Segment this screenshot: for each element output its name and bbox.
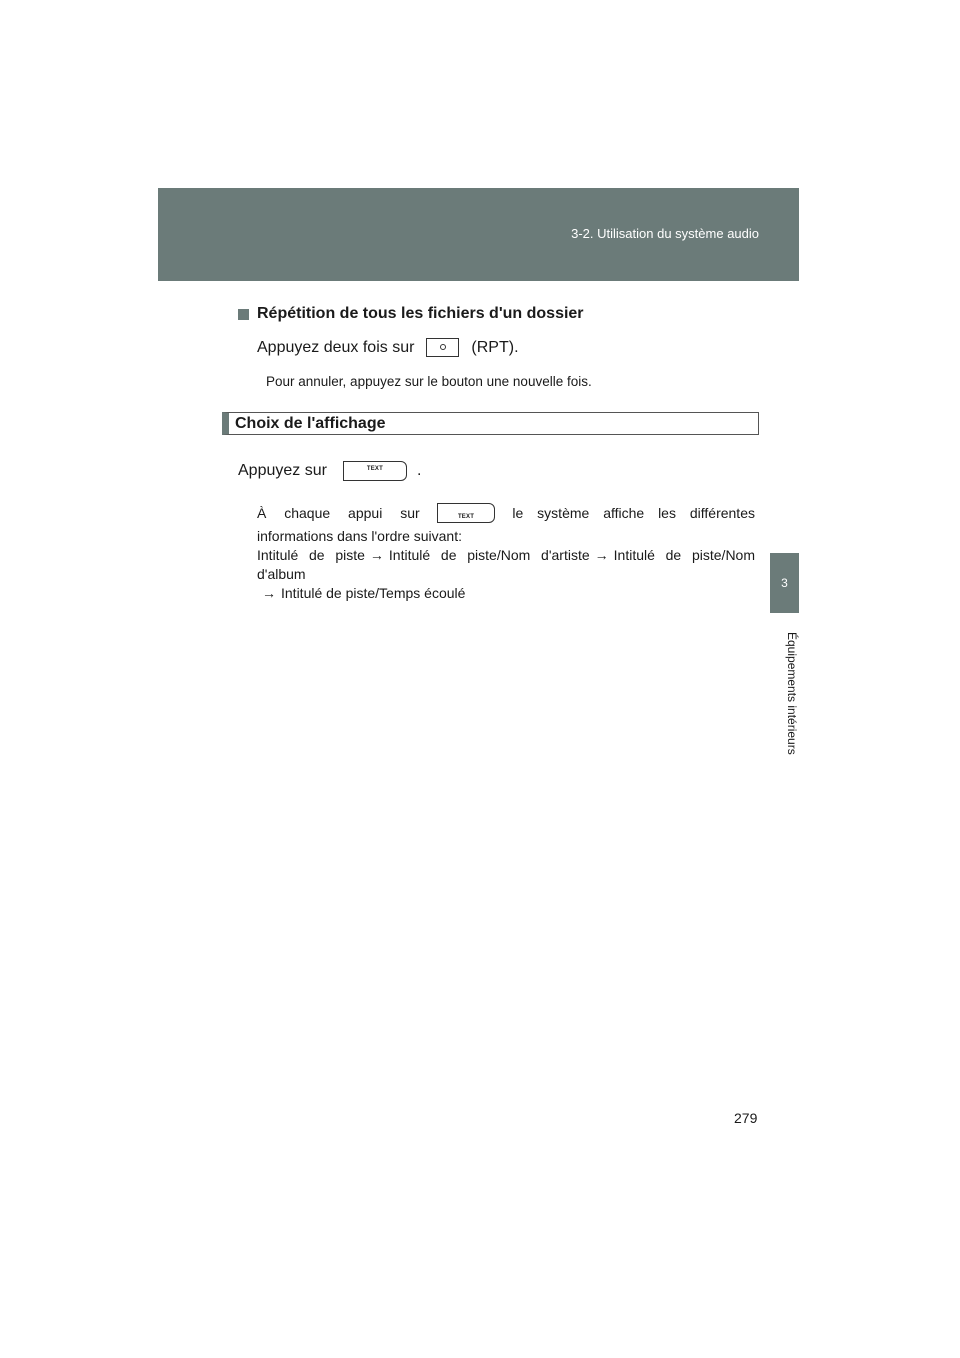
text-button-inline-icon [437, 503, 495, 523]
repeat-folder-note: Pour annuler, appuyez sur le bouton une nouvelle fois. [266, 374, 592, 389]
display-choice-description [257, 503, 755, 603]
repeat-folder-step [257, 338, 519, 357]
chapter-tab-number: 3 [770, 553, 799, 613]
repeat-step-prefix: Appuyez deux fois sur [257, 338, 415, 356]
bullet-square-icon [238, 309, 249, 320]
arrow-icon: → [262, 585, 276, 601]
chapter-header [158, 188, 799, 281]
para-line1-prefix: À chaque appui sur [257, 504, 420, 521]
seq-item-4: Intitulé de piste/Temps écoulé [281, 585, 466, 601]
seq-item-1: Intitulé de piste [257, 547, 365, 563]
repeat-folder-title [238, 305, 584, 323]
repeat-step-suffix: (RPT). [471, 338, 519, 356]
repeat-folder-title-text: Répétition de tous les fichiers d'un dossier [257, 305, 584, 322]
display-step-suffix: . [416, 462, 422, 479]
rpt-button-icon [426, 338, 459, 357]
sequence-line2 [257, 584, 755, 603]
sequence-line1 [257, 546, 755, 584]
display-choice-step [238, 461, 421, 481]
display-choice-heading: Choix de l'affichage [222, 412, 759, 435]
text-button-icon [343, 461, 407, 481]
para-line1-suffix: le système affiche les différentes [512, 504, 755, 521]
para-line2: informations dans l'ordre suivant: [257, 528, 462, 544]
text-button-label: TEXT [366, 466, 383, 472]
text-button-inline-label: TEXT [457, 514, 475, 520]
display-step-prefix: Appuyez sur [238, 462, 327, 479]
chapter-tab-label: Équipements intérieurs [785, 632, 799, 755]
header-section-title: 3-2. Utilisation du système audio [571, 226, 759, 241]
seq-item-2: Intitulé de piste/Nom d'artiste [388, 547, 590, 563]
arrow-icon: → [594, 547, 609, 563]
arrow-icon: → [369, 547, 384, 563]
page-number: 279 [734, 1110, 758, 1126]
seq-item-3: Intitulé de piste/Nom d'album [257, 547, 756, 582]
